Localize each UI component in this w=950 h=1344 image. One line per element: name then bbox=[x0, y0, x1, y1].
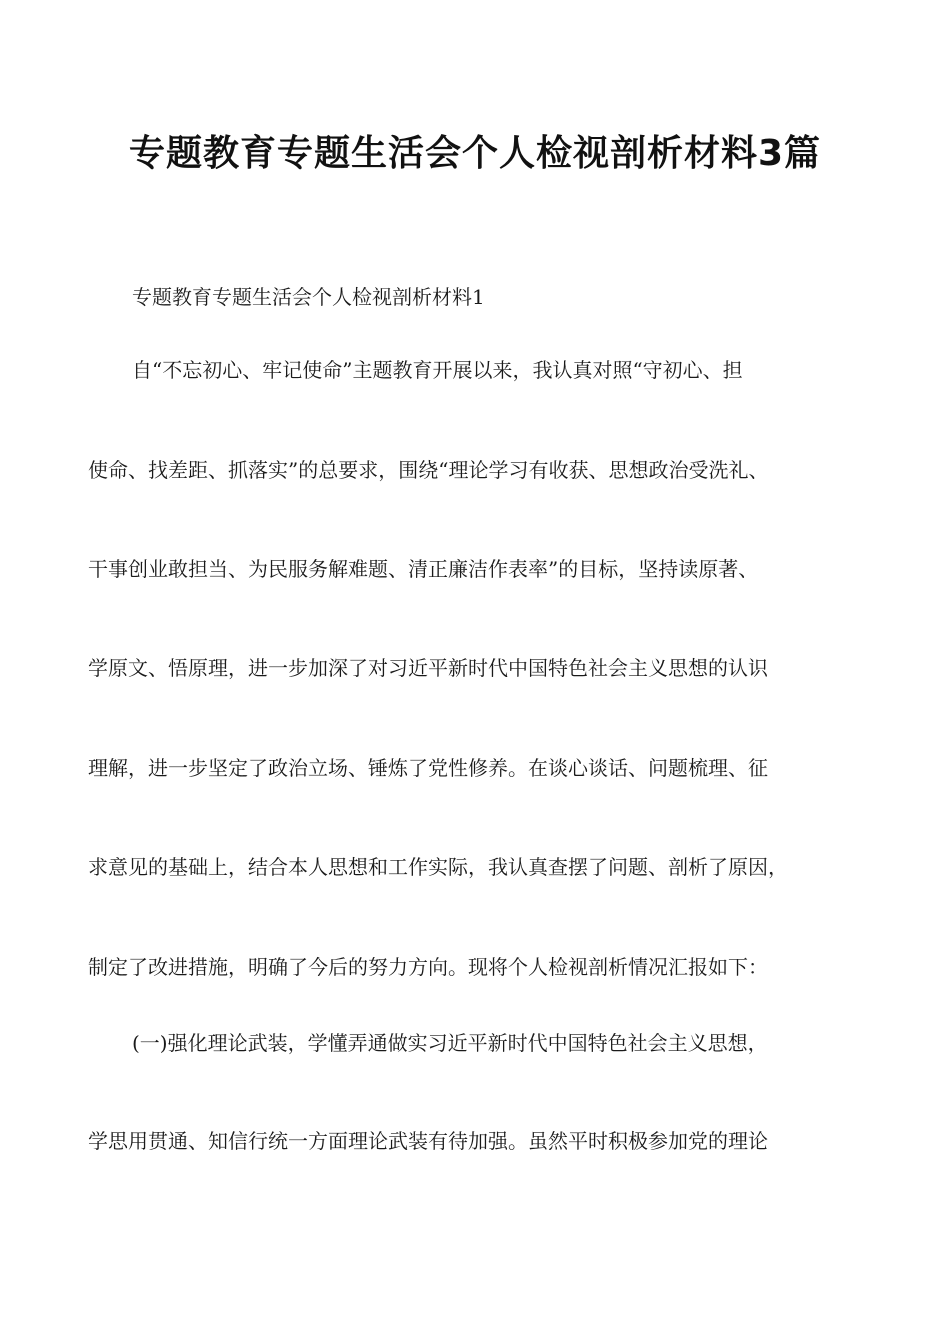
document-title: 专题教育专题生活会个人检视剖析材料3篇 bbox=[128, 133, 822, 174]
paragraph-line: 学思用贯通、知信行统一方面理论武装有待加强。虽然平时积极参加党的理论 bbox=[88, 1129, 768, 1153]
paragraph-line: 干事创业敢担当、为民服务解难题、清正廉洁作表率”的目标，坚持读原著、 bbox=[88, 557, 759, 581]
paragraph-line: 使命、找差距、抓落实”的总要求，围绕“理论学习有收获、思想政治受洗礼、 bbox=[88, 458, 769, 482]
subheading-material-1: 专题教育专题生活会个人检视剖析材料1 bbox=[132, 285, 485, 309]
paragraph-line: 自“不忘初心、牢记使命”主题教育开展以来，我认真对照“守初心、担 bbox=[132, 358, 743, 382]
paragraph-line: 学原文、悟原理，进一步加深了对习近平新时代中国特色社会主义思想的认识 bbox=[88, 656, 768, 680]
paragraph-line: 制定了改进措施，明确了今后的努力方向。现将个人检视剖析情况汇报如下： bbox=[88, 955, 768, 979]
section-heading-line: (一)强化理论武装，学懂弄通做实习近平新时代中国特色社会主义思想， bbox=[132, 1031, 768, 1055]
paragraph-line: 求意见的基础上，结合本人思想和工作实际，我认真查摆了问题、剖析了原因， bbox=[88, 855, 788, 879]
paragraph-line: 理解，进一步坚定了政治立场、锤炼了党性修养。在谈心谈话、问题梳理、征 bbox=[88, 756, 768, 780]
